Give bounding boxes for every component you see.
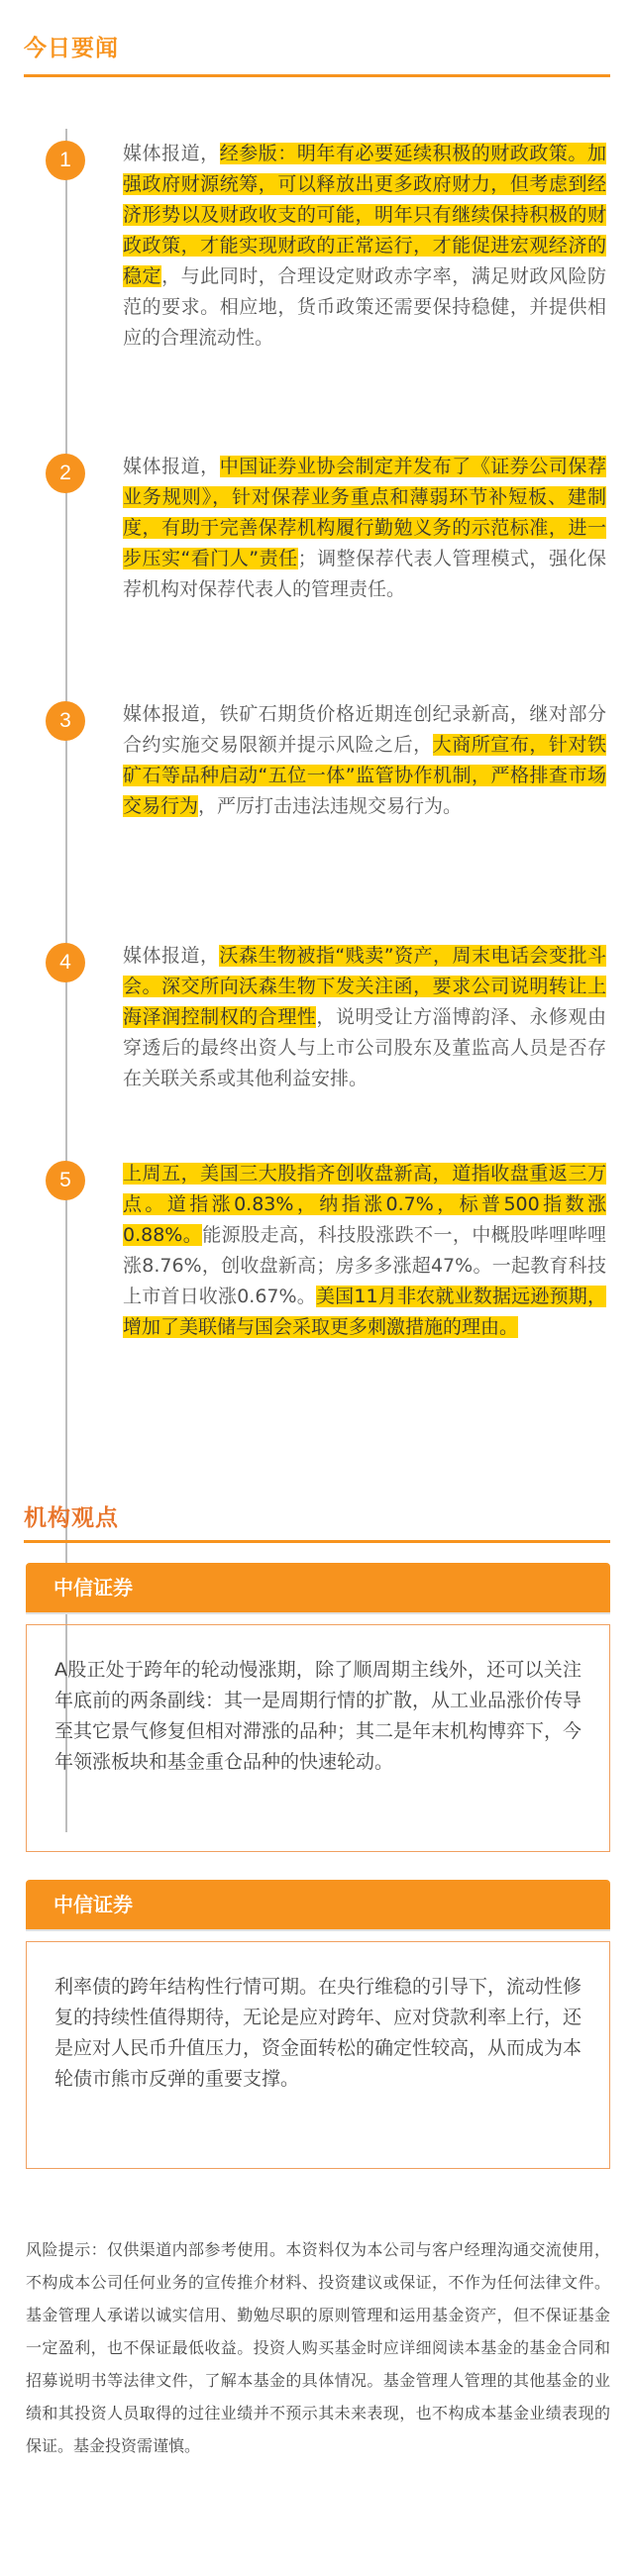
news-number-badge: 1 [46, 141, 85, 180]
view-card-text: 利率债的跨年结构性行情可期。在央行维稳的引导下，流动性修复的持续性值得期待，无论是应对跨年、应对贷款利率上行，还是应对人民币升值压力，资金面转松的确定性较高，从而成为本轮债市熊市反弹的重要支撑。 [54, 1976, 582, 2090]
news-plain-text: 媒体报道， [123, 945, 220, 967]
news-highlight-text: 沃森生物被指“贱卖”资产，周末电话会变批斗会。深交所向沃森生物下发关注函，要求公司说明转让上海泽润控制权的合理性 [123, 945, 606, 1028]
view-card-header-2 [26, 1880, 610, 1929]
news-highlight-text: 上周五，美国三大股指齐创收盘新高，道指收盘重返三万点。道指涨0.83%，纳指涨0.7%，标普500指数涨0.88%。 [123, 1163, 606, 1246]
risk-disclaimer: 风险提示：仅供渠道内部参考使用。本资料仅为本公司与客户经理沟通交流使用，不构成本公司任何业务的宣传推介材料、投资建议或保证，不作为任何法律文件。基金管理人承诺以诚实信用、勤勉尽职的原则管理和运用基金资产，但不保证基金一定盈利，也不保证最低收益。投资人购买基金时应详细阅读本基金的基金合同和招募说明书等法律文件，了解本基金的具体情况。基金管理人管理的其他基金的业绩和其投资人员取得的过往业绩并不预示其未来表现，也不构成本基金业绩表现的保证。基金投资需谨慎。 [26, 2240, 610, 2455]
news-text [123, 941, 606, 1094]
news-highlight-text: 中国证券业协会制定并发布了《证券公司保荐业务规则》，针对保荐业务重点和薄弱环节补短板、建制度，有助于完善保荐机构履行勤勉义务的示范标准，进一步压实“看门人”责任 [123, 456, 606, 569]
view-card-body-1 [26, 1624, 610, 1852]
news-plain-text: ；调整保荐代表人管理模式，强化保荐机构对保荐代表人的管理责任。 [123, 548, 606, 600]
news-plain-text: 媒体报道，铁矿石期货价格近期连创纪录新高，继对部分合约实施交易限额并提示风险之后， [123, 703, 606, 756]
news-text [123, 452, 606, 605]
news-plain-text: 能源股走高，科技股涨跌不一，中概股哔哩哔哩涨8.76%，创收盘新高；房多多涨超47%。一起教育科技上市首日收涨0.67%。 [123, 1224, 606, 1307]
news-highlight-text: 经参版：明年有必要延续积极的财政政策。加强政府财源统筹，可以释放出更多政府财力，但考虑到经济形势以及财政收支的可能，明年只有继续保持积极的财政政策，才能实现财政的正常运行，才能促进宏观经济的稳定 [123, 143, 606, 287]
news-plain-text: 媒体报道， [123, 456, 220, 477]
section-divider [24, 1540, 610, 1543]
news-plain-text: 媒体报道， [123, 143, 220, 164]
view-card-body-2 [26, 1941, 610, 2169]
news-highlight-text: 美国11月非农就业数据远逊预期，增加了美联储与国会采取更多刺激措施的理由。 [123, 1286, 606, 1338]
news-number-badge: 4 [46, 943, 85, 982]
section-title: 今日要闻 [24, 36, 119, 61]
view-card-text: A股正处于跨年的轮动慢涨期，除了顺周期主线外，还可以关注年底前的两条副线：其一是周期行情的扩散，从工业品涨价传导至其它景气修复但相对滞涨的品种；其二是年末机构博弈下，今年领涨板块和基金重仓品种的快速轮动。 [54, 1659, 582, 1773]
news-highlight-text: 大商所宣布，针对铁矿石等品种启动“五位一体”监管协作机制，严格排查市场交易行为 [123, 734, 606, 817]
section-title: 机构观点 [24, 1505, 119, 1531]
view-card-org: 中信证券 [53, 1576, 133, 1599]
news-text [123, 139, 606, 354]
news-text [123, 1159, 606, 1343]
news-plain-text: ，严厉打击违法违规交易行为。 [198, 795, 463, 817]
section-header-institution-views [24, 1499, 610, 1543]
section-header-today-news [24, 30, 610, 77]
news-text [123, 699, 606, 822]
view-card-header-1 [26, 1563, 610, 1612]
section-divider [24, 74, 610, 77]
news-plain-text: ，与此同时，合理设定财政赤字率，满足财政风险防范的要求。相应地，货币政策还需要保持稳健，并提供相应的合理流动性。 [123, 265, 606, 349]
news-plain-text: ，说明受让方淄博韵泽、永修观由穿透后的最终出资人与上市公司股东及董监高人员是否存在关联关系或其他利益安排。 [123, 1006, 606, 1089]
view-card-org: 中信证券 [53, 1893, 133, 1916]
news-number-badge: 2 [46, 454, 85, 493]
news-number-badge: 3 [46, 701, 85, 741]
news-number-badge: 5 [46, 1161, 85, 1200]
